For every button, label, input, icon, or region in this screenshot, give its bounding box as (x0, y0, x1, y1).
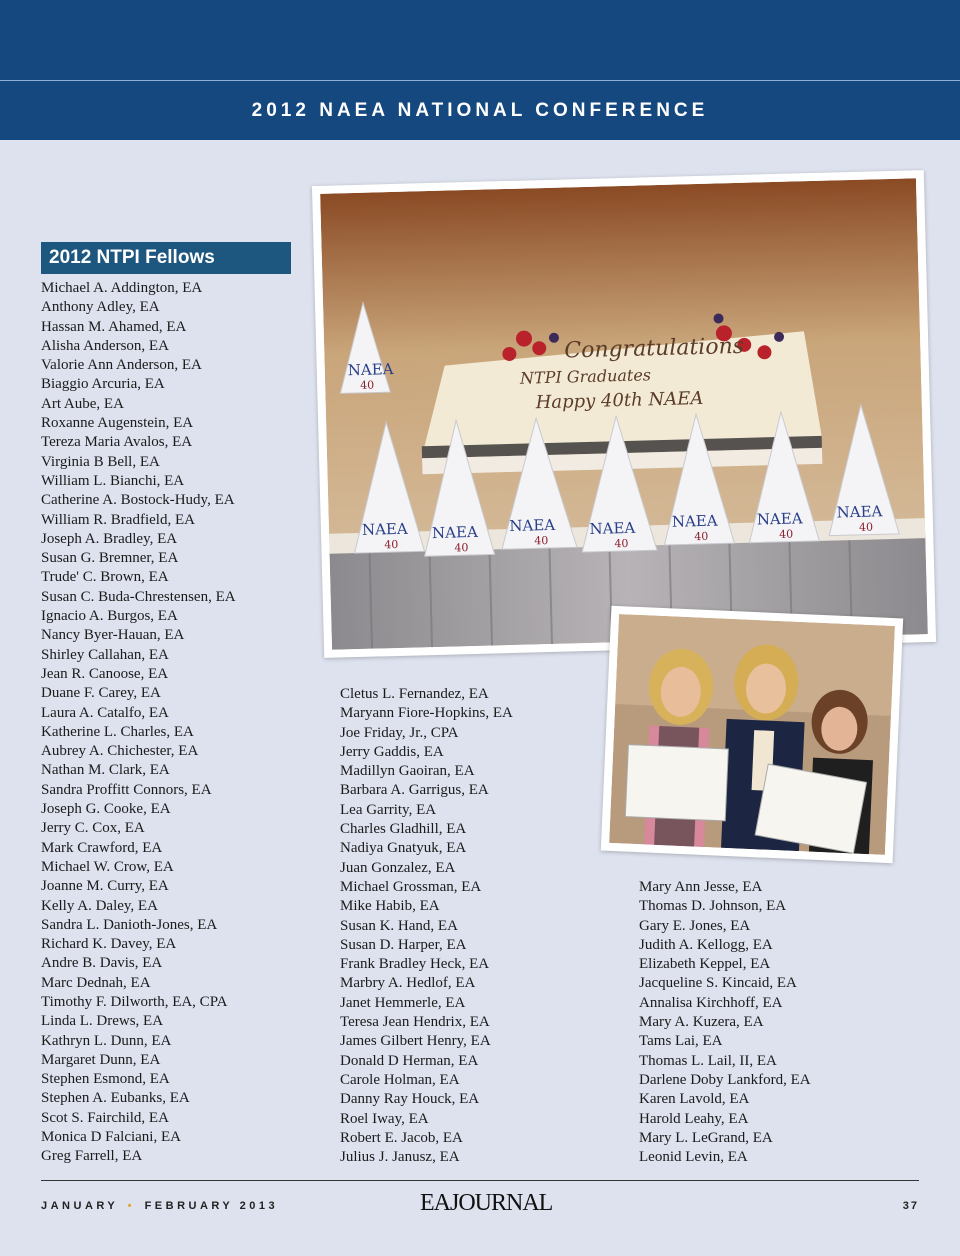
page-number: 37 (902, 1200, 919, 1212)
fellow-name: Ignacio A. Burgos, EA (41, 608, 178, 625)
fellow-name: Biaggio Arcuria, EA (41, 376, 165, 393)
fellow-name: Alisha Anderson, EA (41, 337, 169, 354)
hat-number: 40 (454, 541, 469, 555)
fellow-name: Mary A. Kuzera, EA (639, 1014, 764, 1031)
fellow-name: Jerry Gaddis, EA (340, 743, 444, 760)
fellow-name: Katherine L. Charles, EA (41, 723, 194, 740)
fellow-name: Joanne M. Curry, EA (41, 878, 169, 895)
hat-logo-text: NAEA (756, 509, 803, 529)
fellow-name: Charles Gladhill, EA (340, 821, 467, 838)
fellow-name: Mike Habib, EA (340, 898, 440, 915)
fellow-name: Michael A. Addington, EA (41, 280, 203, 296)
fellow-name: Duane F. Carey, EA (41, 685, 161, 702)
fellow-name: Donald D Herman, EA (340, 1052, 479, 1069)
fellow-name: Art Aube, EA (41, 395, 124, 412)
hat-logo-text: NAEA (509, 515, 556, 536)
fellow-name: Richard K. Davey, EA (41, 936, 177, 953)
footer-month-1: JANUARY (41, 1200, 119, 1212)
fellow-name: Sandra Proffitt Connors, EA (41, 781, 212, 798)
fellow-name: Susan G. Bremner, EA (41, 550, 179, 567)
fellow-name: Teresa Jean Hendrix, EA (340, 1014, 490, 1031)
fellow-name: Marbry A. Hedlof, EA (340, 975, 476, 992)
fellow-name: Annalisa Kirchhoff, EA (639, 994, 783, 1011)
fellows-column-1 (41, 279, 236, 1167)
fellow-name: Stephen Esmond, EA (41, 1071, 170, 1088)
fellow-name: Aubrey A. Chichester, EA (41, 743, 199, 760)
fellow-name: Tams Lai, EA (639, 1033, 723, 1050)
hat-logo-text: NAEA (589, 518, 636, 538)
fellows-column-2 (340, 685, 513, 1167)
fellow-name: Darlene Doby Lankford, EA (639, 1071, 811, 1088)
fellow-name: Margaret Dunn, EA (41, 1051, 161, 1068)
fellows-heading: 2012 NTPI Fellows (41, 242, 291, 274)
fellow-name: Susan D. Harper, EA (340, 936, 467, 953)
fellow-name: Thomas L. Lail, II, EA (639, 1052, 777, 1069)
fellow-name: Nancy Byer-Hauan, EA (41, 627, 185, 644)
fellow-name: Scot S. Fairchild, EA (41, 1109, 169, 1126)
fellow-name: Valorie Ann Anderson, EA (41, 357, 202, 374)
hat-number: 40 (614, 536, 629, 551)
fellow-name: Joe Friday, Jr., CPA (340, 724, 459, 741)
section-title: 2012 NAEA NATIONAL CONFERENCE (251, 100, 709, 121)
fellow-name: Catherine A. Bostock-Hudy, EA (41, 492, 235, 509)
fellow-name: Anthony Adley, EA (41, 299, 160, 316)
fellow-name: Mark Crawford, EA (41, 839, 163, 856)
cake-writing-1: Congratulations (564, 333, 745, 364)
fellow-name: Kathryn L. Dunn, EA (41, 1032, 172, 1049)
fellow-name: Hassan M. Ahamed, EA (41, 318, 187, 335)
fellow-name: Marc Dednah, EA (41, 974, 151, 991)
fellow-name: Shirley Callahan, EA (41, 646, 169, 663)
fellow-name: Nadiya Gnatyuk, EA (340, 840, 467, 857)
fellow-name: Jean R. Canoose, EA (41, 665, 169, 682)
hat-number: 40 (534, 534, 549, 548)
hat-logo-text: NAEA (836, 502, 883, 522)
fellow-name: Nathan M. Clark, EA (41, 762, 170, 779)
hat-number: 40 (384, 537, 399, 552)
fellow-name: William R. Bradfield, EA (41, 511, 195, 528)
fellow-name: Robert E. Jacob, EA (340, 1129, 463, 1146)
hat-number: 40 (779, 527, 794, 541)
fellow-name: Frank Bradley Heck, EA (340, 956, 490, 973)
fellow-name: Leonid Levin, EA (639, 1149, 748, 1166)
fellow-name: Juan Gonzalez, EA (340, 859, 456, 876)
fellow-name: Janet Hemmerle, EA (340, 994, 466, 1011)
hat-logo-text: NAEA (431, 522, 479, 543)
footer-issue-date (41, 1200, 278, 1212)
cake-writing-2: NTPI Graduates (519, 365, 652, 388)
fellow-name: Maryann Fiore-Hopkins, EA (340, 705, 513, 722)
fellow-name: Roel Iway, EA (340, 1110, 429, 1127)
fellow-name: Julius J. Janusz, EA (340, 1149, 460, 1166)
fellow-name: Cletus L. Fernandez, EA (340, 686, 489, 702)
cake-writing-3: Happy 40th NAEA (535, 387, 704, 414)
fellow-name: Timothy F. Dilworth, EA, CPA (41, 993, 228, 1010)
fellow-name: Elizabeth Keppel, EA (639, 956, 771, 973)
hat-number: 40 (858, 520, 874, 534)
fellow-name: Joseph A. Bradley, EA (41, 530, 178, 547)
graduates-photo-image (609, 614, 895, 855)
fellow-name: Karen Lavold, EA (639, 1091, 750, 1108)
fellow-name: James Gilbert Henry, EA (340, 1033, 491, 1050)
fellow-name: Sandra L. Danioth-Jones, EA (41, 916, 218, 933)
fellow-name: Lea Garrity, EA (340, 801, 437, 818)
fellow-name: Joseph G. Cooke, EA (41, 801, 171, 818)
footer-month-2: FEBRUARY 2013 (144, 1200, 279, 1212)
fellow-name: Trude' C. Brown, EA (41, 569, 169, 586)
fellow-name: Susan C. Buda-Chrestensen, EA (41, 588, 236, 605)
hat-number: 40 (359, 378, 375, 392)
graduates-photo (601, 606, 903, 864)
fellow-name: Roxanne Augenstein, EA (41, 415, 194, 432)
fellow-name: Tereza Maria Avalos, EA (41, 434, 193, 451)
fellow-name: Virginia B Bell, EA (41, 453, 160, 470)
header-rule (0, 80, 960, 81)
fellow-name: Monica D Falciani, EA (41, 1129, 181, 1146)
fellow-name: Judith A. Kellogg, EA (639, 936, 773, 953)
fellow-name: Harold Leahy, EA (639, 1110, 749, 1127)
fellow-name: Greg Farrell, EA (41, 1148, 143, 1165)
fellow-name: Barbara A. Garrigus, EA (340, 782, 489, 799)
fellow-name: Mary L. LeGrand, EA (639, 1129, 773, 1146)
fellow-name: William L. Bianchi, EA (41, 472, 185, 489)
fellows-column-3 (639, 878, 811, 1167)
fellow-name: Kelly A. Daley, EA (41, 897, 158, 914)
fellow-name: Jacqueline S. Kincaid, EA (639, 975, 797, 992)
cake-photo (312, 170, 936, 658)
fellow-name: Thomas D. Johnson, EA (639, 898, 787, 915)
fellow-name: Linda L. Drews, EA (41, 1013, 164, 1030)
hat-logo-text: NAEA (361, 519, 408, 539)
footer-rule (41, 1180, 919, 1181)
fellow-name: Gary E. Jones, EA (639, 917, 751, 934)
hat-number: 40 (694, 529, 709, 544)
fellow-name: Danny Ray Houck, EA (340, 1091, 480, 1108)
footer-separator: • (127, 1200, 135, 1212)
fellow-name: Jerry C. Cox, EA (41, 820, 145, 837)
hat-logo-text: NAEA (671, 511, 718, 531)
fellow-name: Michael Grossman, EA (340, 878, 482, 895)
fellow-name: Stephen A. Eubanks, EA (41, 1090, 190, 1107)
fellow-name: Laura A. Catalfo, EA (41, 704, 169, 721)
fellow-name: Mary Ann Jesse, EA (639, 879, 763, 895)
fellow-name: Andre B. Davis, EA (41, 955, 163, 972)
fellow-name: Michael W. Crow, EA (41, 858, 174, 875)
cake-photo-image (320, 178, 928, 649)
hat-logo-text: NAEA (347, 360, 394, 380)
fellow-name: Susan K. Hand, EA (340, 917, 458, 934)
ea-journal-logo: EAJOURNAL (420, 1190, 553, 1216)
fellow-name: Madillyn Gaoiran, EA (340, 763, 475, 780)
fellow-name: Carole Holman, EA (340, 1071, 460, 1088)
